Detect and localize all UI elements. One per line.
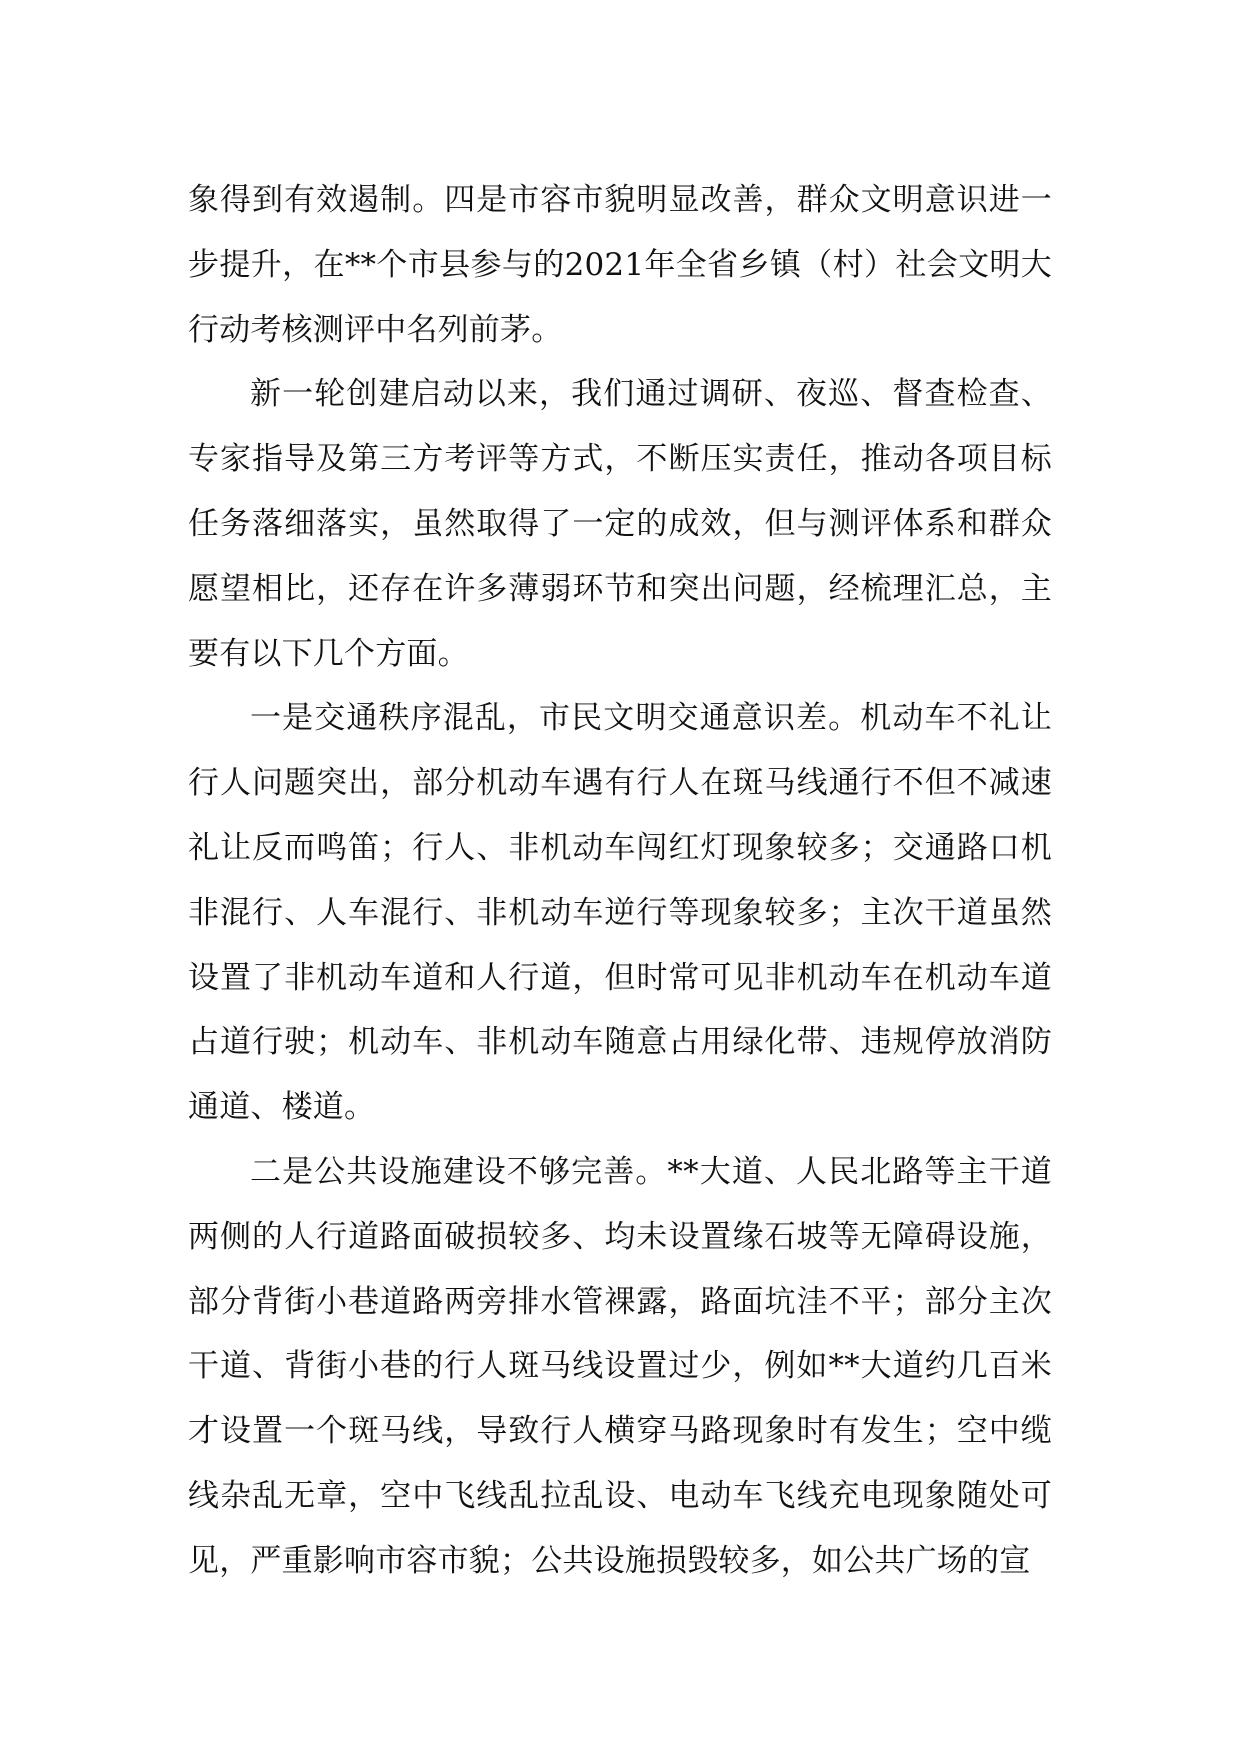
paragraph-2: 新一轮创建启动以来，我们通过调研、夜巡、督查检查、专家指导及第三方考评等方式，不断压实责任，推动各项目标任务落细落实，虽然取得了一定的成效，但与测评体系和群众愿望相比，还存在许多薄弱环节和突出问题，经梳理汇总，主要有以下几个方面。 [188,376,1052,672]
paragraph-1: 象得到有效遏制。四是市容市貌明显改善，群众文明意识进一步提升，在**个市县参与的2021年全省乡镇（村）社会文明大行动考核测评中名列前茅。 [188,182,1052,348]
document-body [188,168,1052,1594]
paragraph-3: 一是交通秩序混乱，市民文明交通意识差。机动车不礼让行人问题突出，部分机动车遇有行人在斑马线通行不但不减速礼让反而鸣笛；行人、非机动车闯红灯现象较多；交通路口机非混行、人车混行、非机动车逆行等现象较多；主次干道虽然设置了非机动车道和人行道，但时常可见非机动车在机动车道占道行驶；机动车、非机动车随意占用绿化带、违规停放消防通道、楼道。 [188,700,1052,1126]
paragraph-4: 二是公共设施建设不够完善。**大道、人民北路等主干道两侧的人行道路面破损较多、均未设置缘石坡等无障碍设施，部分背街小巷道路两旁排水管裸露，路面坑洼不平；部分主次干道、背街小巷的行人斑马线设置过少，例如**大道约几百米才设置一个斑马线，导致行人横穿马路现象时有发生；空中缆线杂乱无章，空中飞线乱拉乱设、电动车飞线充电现象随处可见，严重影响市容市貌；公共设施损毁较多，如公共广场的宣 [188,1153,1052,1579]
